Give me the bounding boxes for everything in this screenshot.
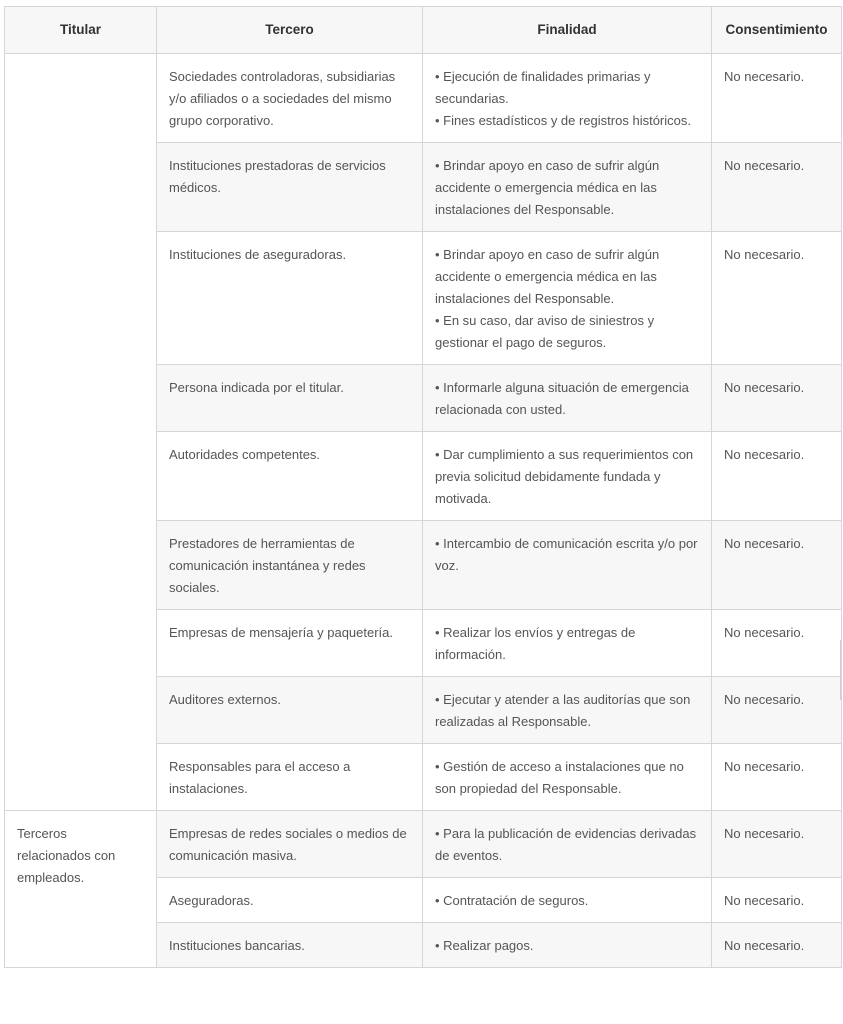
- finalidad-item: • Contratación de seguros.: [435, 893, 589, 908]
- finalidad-cell: [423, 923, 712, 968]
- finalidad-item: • Brindar apoyo en caso de sufrir algún accidente o emergencia médica en las instalaciones del Responsable.: [435, 247, 660, 306]
- finalidad-cell: [423, 744, 712, 811]
- finalidad-item: • Para la publicación de evidencias derivadas de eventos.: [435, 826, 697, 863]
- finalidad-item: • Ejecución de finalidades primarias y secundarias.: [435, 69, 651, 106]
- tercero-cell: Prestadores de herramientas de comunicación instantánea y redes sociales.: [157, 521, 423, 610]
- finalidad-item: • Ejecutar y atender a las auditorías que son realizadas al Responsable.: [435, 692, 691, 729]
- consentimiento-cell: No necesario.: [712, 878, 842, 923]
- table-header: [5, 7, 842, 54]
- table-body: [5, 54, 842, 968]
- header-consentimiento: Consentimiento: [712, 7, 842, 54]
- finalidad-cell: [423, 811, 712, 878]
- consentimiento-cell: No necesario.: [712, 432, 842, 521]
- tercero-cell: Autoridades competentes.: [157, 432, 423, 521]
- consentimiento-cell: No necesario.: [712, 923, 842, 968]
- tercero-cell: Instituciones de aseguradoras.: [157, 232, 423, 365]
- titular-cell: [5, 54, 157, 811]
- consentimiento-cell: No necesario.: [712, 811, 842, 878]
- finalidad-item: • Realizar pagos.: [435, 938, 534, 953]
- tercero-cell: Instituciones prestadoras de servicios médicos.: [157, 143, 423, 232]
- tercero-cell: Instituciones bancarias.: [157, 923, 423, 968]
- header-row: [5, 7, 842, 54]
- consentimiento-cell: No necesario.: [712, 54, 842, 143]
- consentimiento-cell: No necesario.: [712, 232, 842, 365]
- finalidad-cell: [423, 432, 712, 521]
- consentimiento-cell: No necesario.: [712, 744, 842, 811]
- tercero-cell: Responsables para el acceso a instalaciones.: [157, 744, 423, 811]
- tercero-cell: Auditores externos.: [157, 677, 423, 744]
- table-row: [5, 54, 842, 143]
- finalidad-item: • Informarle alguna situación de emergencia relacionada con usted.: [435, 380, 689, 417]
- finalidad-item: • Fines estadísticos y de registros históricos.: [435, 113, 691, 128]
- finalidad-cell: [423, 610, 712, 677]
- finalidad-item: • Dar cumplimiento a sus requerimientos con previa solicitud debidamente fundada y motivada.: [435, 447, 694, 506]
- finalidad-cell: [423, 143, 712, 232]
- consentimiento-cell: No necesario.: [712, 143, 842, 232]
- privacy-transfers-table: [4, 6, 842, 968]
- finalidad-cell: [423, 54, 712, 143]
- tercero-cell: Aseguradoras.: [157, 878, 423, 923]
- table-row: [5, 811, 842, 878]
- header-titular: Titular: [5, 7, 157, 54]
- finalidad-item: • Brindar apoyo en caso de sufrir algún accidente o emergencia médica en las instalaciones del Responsable.: [435, 158, 660, 217]
- tercero-cell: Empresas de mensajería y paquetería.: [157, 610, 423, 677]
- header-tercero: Tercero: [157, 7, 423, 54]
- consentimiento-cell: No necesario.: [712, 677, 842, 744]
- consentimiento-cell: No necesario.: [712, 610, 842, 677]
- finalidad-item: • Intercambio de comunicación escrita y/o por voz.: [435, 536, 698, 573]
- finalidad-cell: [423, 365, 712, 432]
- finalidad-cell: [423, 521, 712, 610]
- consentimiento-cell: No necesario.: [712, 365, 842, 432]
- titular-cell: Terceros relacionados con empleados.: [5, 811, 157, 968]
- finalidad-cell: [423, 232, 712, 365]
- tercero-cell: Empresas de redes sociales o medios de comunicación masiva.: [157, 811, 423, 878]
- header-finalidad: Finalidad: [423, 7, 712, 54]
- scroll-edge-divider: [840, 640, 841, 700]
- finalidad-cell: [423, 878, 712, 923]
- finalidad-item: • Realizar los envíos y entregas de información.: [435, 625, 636, 662]
- tercero-cell: Persona indicada por el titular.: [157, 365, 423, 432]
- finalidad-cell: [423, 677, 712, 744]
- consentimiento-cell: No necesario.: [712, 521, 842, 610]
- tercero-cell: Sociedades controladoras, subsidiarias y/o afiliados o a sociedades del mismo grupo corporativo.: [157, 54, 423, 143]
- finalidad-item: • Gestión de acceso a instalaciones que no son propiedad del Responsable.: [435, 759, 684, 796]
- finalidad-item: • En su caso, dar aviso de siniestros y gestionar el pago de seguros.: [435, 313, 655, 350]
